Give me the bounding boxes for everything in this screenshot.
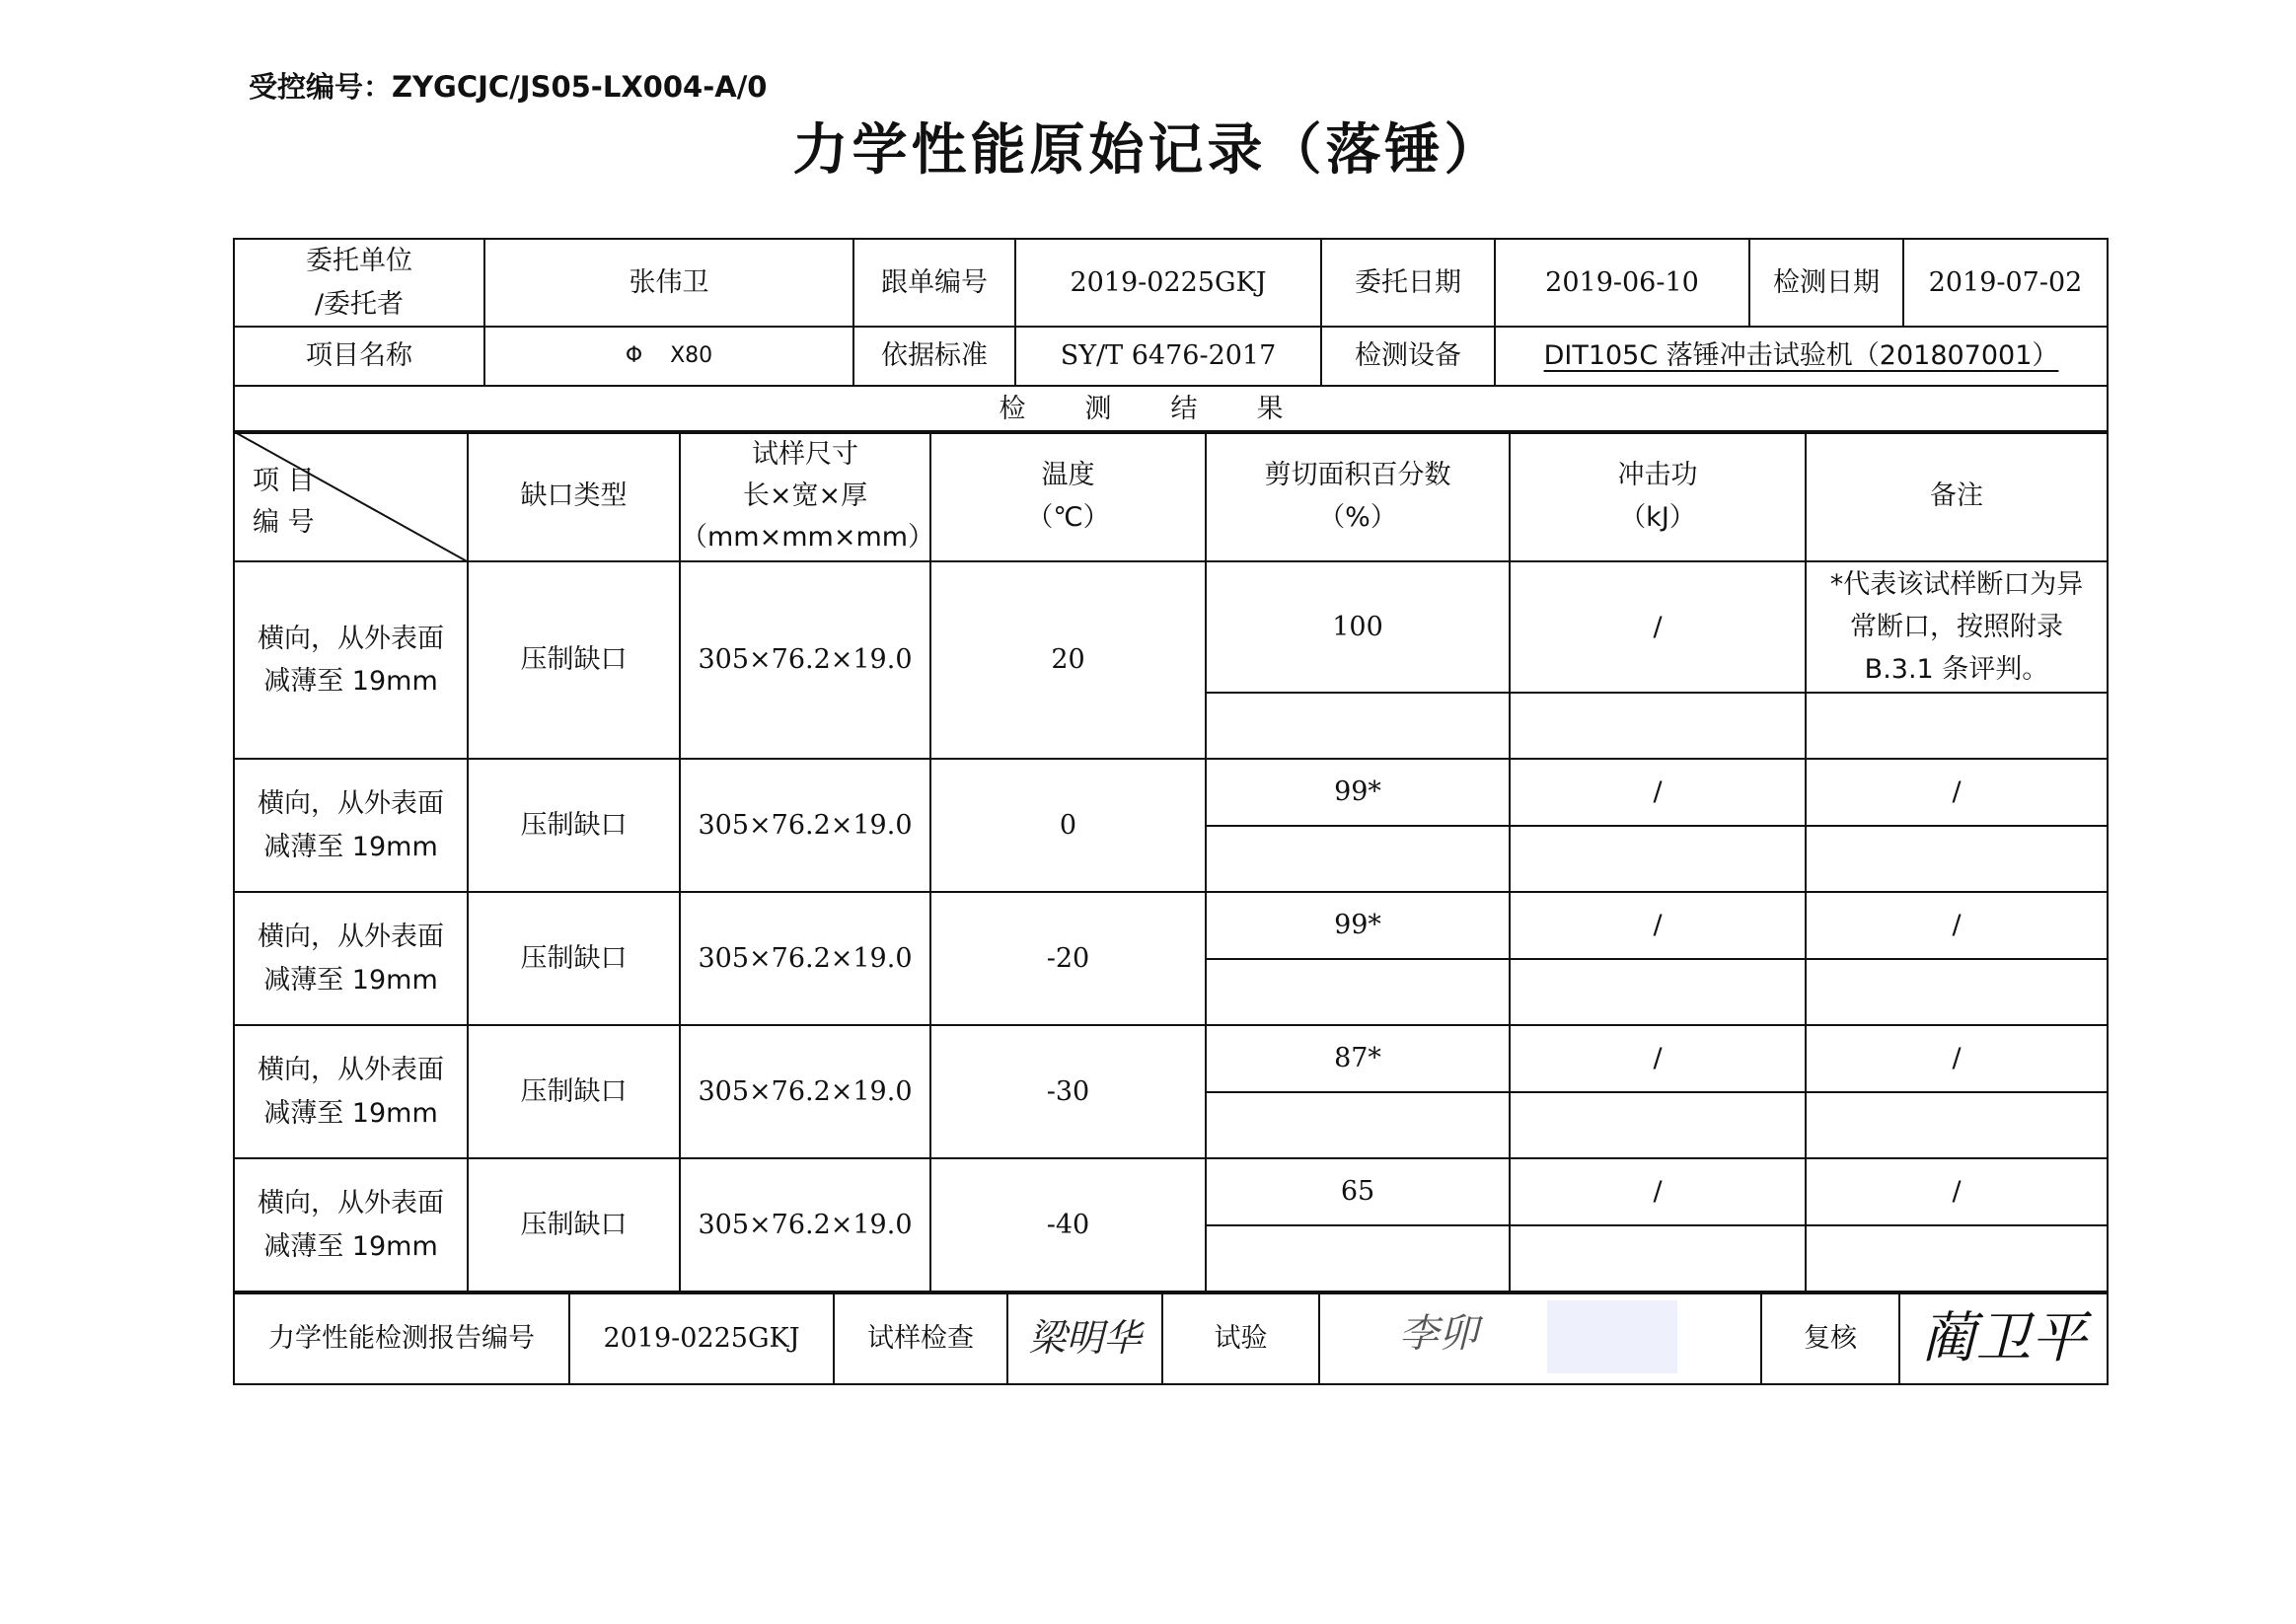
row-remark-blank xyxy=(1806,826,2108,892)
row-size: 305×76.2×19.0 xyxy=(680,892,930,1025)
row-temperature: -40 xyxy=(930,1158,1206,1292)
row-shear-blank xyxy=(1206,959,1510,1025)
signature-table xyxy=(233,1292,2109,1385)
row-shear: 65 xyxy=(1206,1158,1510,1225)
row-size: 305×76.2×19.0 xyxy=(680,1025,930,1158)
results-title: 检测结果 xyxy=(234,386,2108,433)
review-label: 复核 xyxy=(1761,1293,1899,1384)
row-remark: / xyxy=(1806,1025,2108,1092)
test-date-label: 检测日期 xyxy=(1749,239,1903,327)
equipment-value xyxy=(1495,327,2108,386)
row-shear-blank xyxy=(1206,1092,1510,1158)
header-remark: 备注 xyxy=(1806,431,2108,561)
row-shear-blank xyxy=(1206,1225,1510,1292)
row-item: 横向，从外表面 减薄至 19mm xyxy=(234,892,468,1025)
header-number-label: 编 号 xyxy=(253,507,315,538)
row-shear-blank xyxy=(1206,826,1510,892)
tracking-label: 跟单编号 xyxy=(853,239,1015,327)
row-remark-blank xyxy=(1806,693,2108,759)
header-size: 试样尺寸 长×宽×厚 （mm×mm×mm） xyxy=(680,431,930,561)
row-energy: / xyxy=(1510,759,1806,826)
report-no-label: 力学性能检测报告编号 xyxy=(234,1293,569,1384)
results-table xyxy=(233,430,2109,1292)
info-table xyxy=(233,238,2109,434)
row-remark-blank xyxy=(1806,1225,2108,1292)
row-remark: *代表该试样断口为异常断口，按照附录 B.3.1 条评判。 xyxy=(1806,561,2108,693)
row-energy-blank xyxy=(1510,693,1806,759)
row-shear-blank xyxy=(1206,693,1510,759)
row-shear: 100 xyxy=(1206,561,1510,693)
row-remark-blank xyxy=(1806,1092,2108,1158)
inspection-signature-text: 梁明华 xyxy=(1028,1316,1142,1361)
standard-label: 依据标准 xyxy=(853,327,1015,386)
item-number-header xyxy=(234,431,468,561)
row-shear: 99* xyxy=(1206,759,1510,826)
row-energy: / xyxy=(1510,1158,1806,1225)
row-item: 横向，从外表面 减薄至 19mm xyxy=(234,561,468,759)
header-temperature: 温度 （℃） xyxy=(930,431,1206,561)
project-label: 项目名称 xyxy=(234,327,484,386)
header-energy: 冲击功 （kJ） xyxy=(1510,431,1806,561)
equipment-label: 检测设备 xyxy=(1321,327,1495,386)
row-temperature: -20 xyxy=(930,892,1206,1025)
header-notch: 缺口类型 xyxy=(468,431,680,561)
test-date-value: 2019-07-02 xyxy=(1903,239,2108,327)
row-shear: 87* xyxy=(1206,1025,1510,1092)
table-row xyxy=(234,1025,2108,1092)
redaction-block xyxy=(1547,1300,1677,1373)
row-energy: / xyxy=(1510,892,1806,959)
header-item-label: 项 目 xyxy=(253,466,315,496)
row-energy-blank xyxy=(1510,826,1806,892)
row-notch: 压制缺口 xyxy=(468,1158,680,1292)
review-signature-text: 蔺卫平 xyxy=(1920,1306,2087,1370)
row-shear: 99* xyxy=(1206,892,1510,959)
row-remark: / xyxy=(1806,759,2108,826)
table-row xyxy=(234,1158,2108,1225)
control-number: 受控编号：ZYGCJC/JS05-LX004-A/0 xyxy=(249,70,768,104)
row-remark: / xyxy=(1806,892,2108,959)
row-energy: / xyxy=(1510,1025,1806,1092)
standard-value: SY/T 6476-2017 xyxy=(1015,327,1321,386)
review-signature xyxy=(1899,1293,2108,1384)
project-value: Φ X80 xyxy=(484,327,853,386)
row-notch: 压制缺口 xyxy=(468,892,680,1025)
client-value: 张伟卫 xyxy=(484,239,853,327)
table-row xyxy=(234,892,2108,959)
row-energy-blank xyxy=(1510,1225,1806,1292)
table-row xyxy=(234,561,2108,693)
row-temperature: -30 xyxy=(930,1025,1206,1158)
page-title: 力学性能原始记录（落锤） xyxy=(792,118,1504,183)
table-row xyxy=(234,759,2108,826)
row-energy-blank xyxy=(1510,959,1806,1025)
row-size: 305×76.2×19.0 xyxy=(680,561,930,759)
test-signature xyxy=(1319,1293,1761,1384)
row-temperature: 20 xyxy=(930,561,1206,759)
inspection-signature xyxy=(1007,1293,1162,1384)
row-energy: / xyxy=(1510,561,1806,693)
test-signature-text: 李卯 xyxy=(1399,1311,1478,1357)
row-size: 305×76.2×19.0 xyxy=(680,1158,930,1292)
header-shear: 剪切面积百分数 （%） xyxy=(1206,431,1510,561)
row-remark: / xyxy=(1806,1158,2108,1225)
commission-date-value: 2019-06-10 xyxy=(1495,239,1749,327)
row-energy-blank xyxy=(1510,1092,1806,1158)
row-notch: 压制缺口 xyxy=(468,561,680,759)
commission-date-label: 委托日期 xyxy=(1321,239,1495,327)
row-item: 横向，从外表面 减薄至 19mm xyxy=(234,1158,468,1292)
row-item: 横向，从外表面 减薄至 19mm xyxy=(234,759,468,892)
row-notch: 压制缺口 xyxy=(468,759,680,892)
test-label: 试验 xyxy=(1162,1293,1319,1384)
row-temperature: 0 xyxy=(930,759,1206,892)
equipment-text: DIT105C 落锤冲击试验机（201807001） xyxy=(1543,340,2059,372)
client-label: 委托单位 /委托者 xyxy=(234,239,484,327)
row-size: 305×76.2×19.0 xyxy=(680,759,930,892)
report-no-value: 2019-0225GKJ xyxy=(569,1293,834,1384)
row-notch: 压制缺口 xyxy=(468,1025,680,1158)
row-item: 横向，从外表面 减薄至 19mm xyxy=(234,1025,468,1158)
row-remark-blank xyxy=(1806,959,2108,1025)
tracking-value: 2019-0225GKJ xyxy=(1015,239,1321,327)
inspection-label: 试样检查 xyxy=(834,1293,1007,1384)
